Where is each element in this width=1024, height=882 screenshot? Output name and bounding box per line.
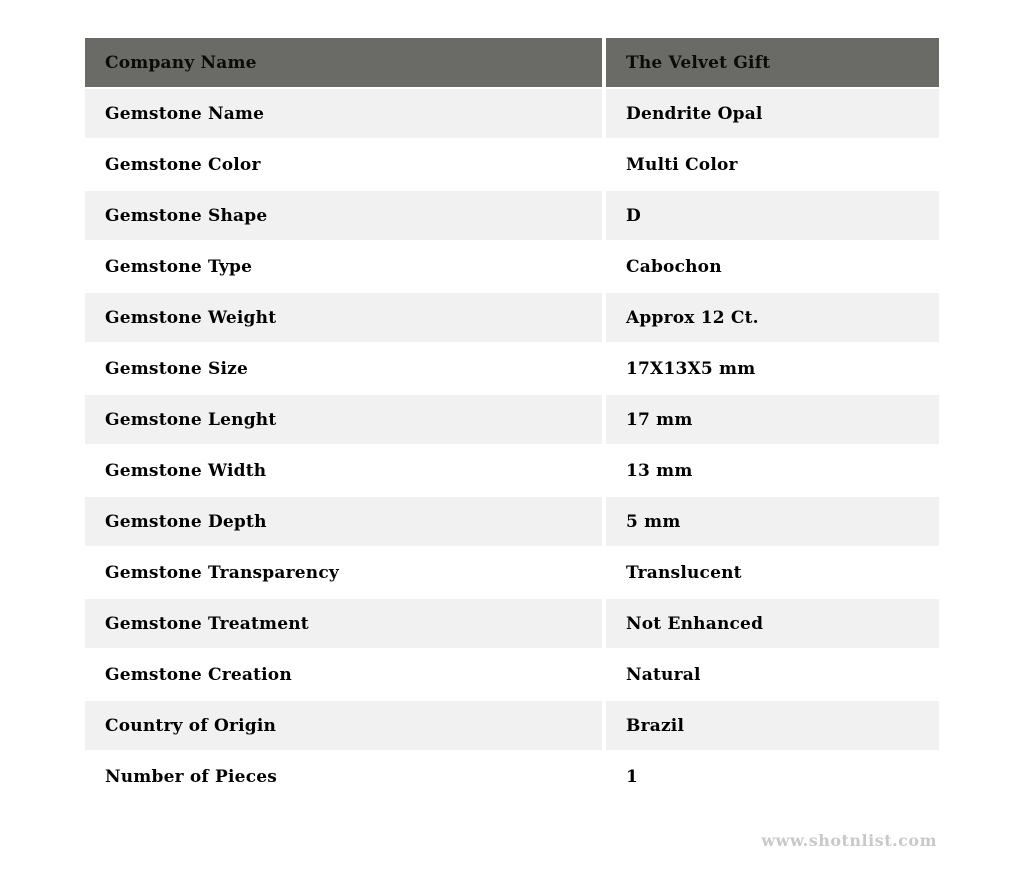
- table-row-value: Approx 12 Ct.: [606, 293, 939, 342]
- table-row-value: 17X13X5 mm: [606, 344, 939, 393]
- table-row-label: Gemstone Treatment: [85, 599, 602, 648]
- table-row-value: 13 mm: [606, 446, 939, 495]
- table-row-label: Number of Pieces: [85, 752, 602, 801]
- table-row-label: Gemstone Name: [85, 89, 602, 138]
- table-row-label: Gemstone Transparency: [85, 548, 602, 597]
- table-row-label: Gemstone Depth: [85, 497, 602, 546]
- table-row-label: Gemstone Shape: [85, 191, 602, 240]
- table-header-value: The Velvet Gift: [606, 38, 939, 87]
- table-row-label: Gemstone Creation: [85, 650, 602, 699]
- table-row-value: Dendrite Opal: [606, 89, 939, 138]
- table-row-value: Natural: [606, 650, 939, 699]
- table-row-value: 1: [606, 752, 939, 801]
- table-row-label: Gemstone Width: [85, 446, 602, 495]
- table-row-value: Cabochon: [606, 242, 939, 291]
- table-row-label: Gemstone Color: [85, 140, 602, 189]
- table-row-label: Gemstone Size: [85, 344, 602, 393]
- table-row-value: Not Enhanced: [606, 599, 939, 648]
- table-row-label: Gemstone Type: [85, 242, 602, 291]
- table-row-value: Brazil: [606, 701, 939, 750]
- watermark-text: www.shotnlist.com: [761, 831, 937, 850]
- table-row-label: Country of Origin: [85, 701, 602, 750]
- table-row-label: Gemstone Lenght: [85, 395, 602, 444]
- table-row-value: Translucent: [606, 548, 939, 597]
- gemstone-spec-table: [85, 38, 939, 801]
- table-row-value: 17 mm: [606, 395, 939, 444]
- table-row-value: 5 mm: [606, 497, 939, 546]
- table-row-label: Gemstone Weight: [85, 293, 602, 342]
- table-row-value: Multi Color: [606, 140, 939, 189]
- table-row-value: D: [606, 191, 939, 240]
- table-header-label: Company Name: [85, 38, 602, 87]
